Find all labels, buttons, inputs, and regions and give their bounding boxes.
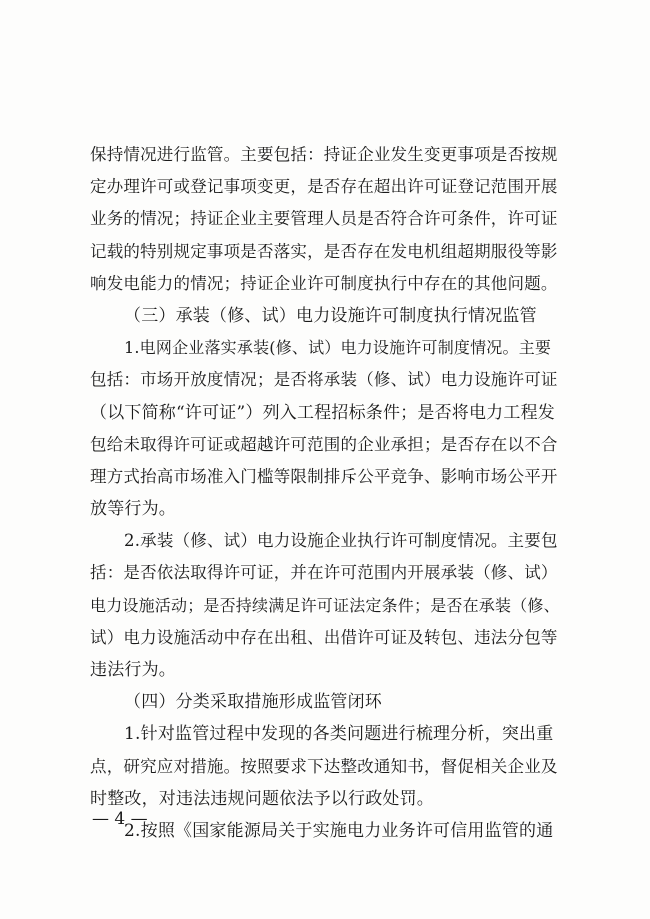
page-number: — 4 — xyxy=(92,809,148,829)
text-line: 1.针对监管过程中发现的各类问题进行梳理分析，突出重 xyxy=(124,724,554,745)
text-line: 放等行为。 xyxy=(90,499,176,520)
text-line: 1.电网企业落实承装(修、试）电力设施许可制度情况。主要 xyxy=(124,338,552,358)
text-line: 2.按照《国家能源局关于实施电力业务许可信用监管的通 xyxy=(124,820,554,841)
text-line: 定办理许可或登记事项变更，是否存在超出许可证登记范围开展 xyxy=(90,177,558,197)
text-line: 括：是否依法取得许可证，并在许可范围内开展承装（修、试） xyxy=(90,563,558,583)
document-body xyxy=(90,139,560,847)
text-line: 包括：市场开放度情况；是否将承装（修、试）电力设施许可证 xyxy=(90,370,558,390)
text-line: 理方式抬高市场准入门槛等限制排斥公平竞争、影响市场公平开 xyxy=(90,466,558,486)
text-line: （以下简称“许可证”）列入工程招标条件；是否将电力工程发 xyxy=(90,402,555,423)
text-line: 包给未取得许可证或超越许可范围的企业承担；是否存在以不合 xyxy=(90,434,558,454)
text-line: 响发电能力的情况；持证企业许可制度执行中存在的其他问题。 xyxy=(90,273,558,293)
text-line: 试）电力设施活动中存在出租、出借许可证及转包、违法分包等 xyxy=(90,627,558,647)
text-line: 电力设施活动；是否持续满足许可证法定条件；是否在承装（修、 xyxy=(90,595,560,615)
text-line: 2.承装（修、试）电力设施企业执行许可制度情况。主要包 xyxy=(124,531,558,551)
text-line: 记载的特别规定事项是否落实，是否存在发电机组超期服役等影 xyxy=(90,241,558,261)
text-line: 点，研究应对措施。按照要求下达整改通知书，督促相关企业及 xyxy=(90,756,558,776)
section-heading-4: （四）分类采取措施形成监管闭环 xyxy=(124,692,382,713)
text-line: 时整改，对违法违规问题依法予以行政处罚。 xyxy=(90,788,434,809)
section-heading-3: （三）承装（修、试）电力设施许可制度执行情况监管 xyxy=(124,305,537,326)
text-line: 违法行为。 xyxy=(90,660,176,680)
text-line: 业务的情况；持证企业主要管理人员是否符合许可条件，许可证 xyxy=(90,209,558,229)
text-line: 保持情况进行监管。主要包括：持证企业发生变更事项是否按规 xyxy=(90,145,558,164)
